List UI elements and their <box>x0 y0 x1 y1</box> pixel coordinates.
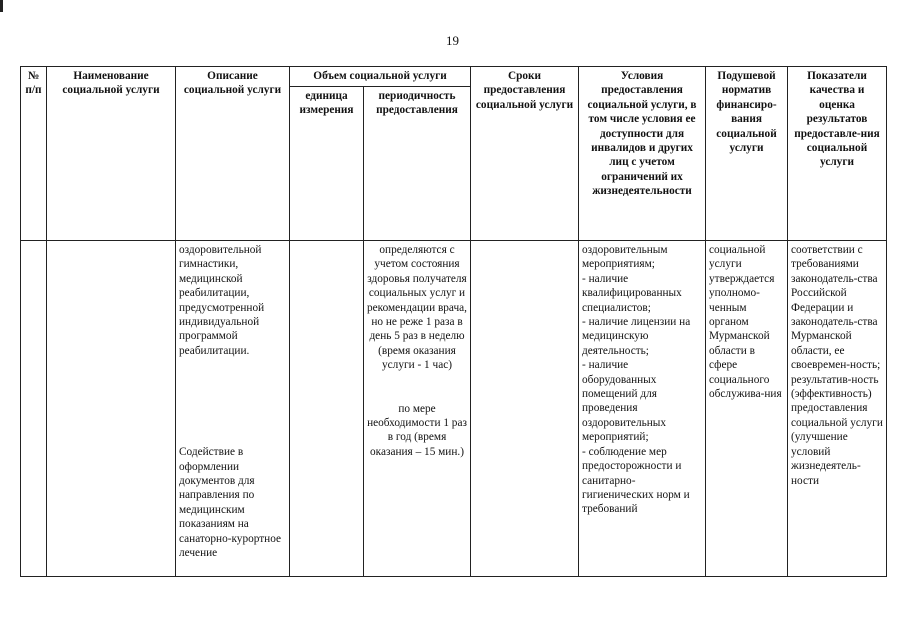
frequency-part-1: определяются с учетом состояния здоровья получателя социальных услуг и рекомендации врача, но не реже 1 раза в день 5 раз в неделю (время оказания услуги - 1 час) <box>367 244 468 372</box>
page-number: 19 <box>446 33 459 48</box>
cell-frequency <box>364 241 471 577</box>
header-num: № п/п <box>21 67 47 241</box>
header-unit: единица измерения <box>290 87 364 241</box>
header-conditions: Условия предоставления социальной услуги, в том числе условия ее доступности для инвалидов и других лиц с учетом ограничений их жизнедеятельности <box>579 67 706 241</box>
header-terms: Сроки предоставления социальной услуги <box>471 67 579 241</box>
header-description: Описание социальной услуги <box>176 67 290 241</box>
cell-unit <box>290 241 364 577</box>
header-name: Наименование социальной услуги <box>47 67 176 241</box>
description-part-2: Содействие в оформлении документов для направления по медицинским показаниям на санаторно-курортное лечение <box>179 446 282 560</box>
cell-description <box>176 241 290 577</box>
table-row <box>21 241 887 577</box>
social-services-table <box>20 66 887 577</box>
header-per-capita: Подушевой норматив финансиро-вания социальной услуги <box>706 67 788 241</box>
cell-name <box>47 241 176 577</box>
cell-num <box>21 241 47 577</box>
cell-terms <box>471 241 579 577</box>
cell-indicators: соответствии с требованиями законодатель-ства Российской Федерации и законодатель-ства Мурманской области, ее своевремен-ность; результатив-ность (эффективность) предоставления социальной услуги (улучшение условий жизнедеятель-ности <box>788 241 887 577</box>
frequency-part-2: по мере необходимости 1 раз в год (время оказания – 15 мин.) <box>367 402 467 458</box>
header-frequency: периодичность предоставления <box>364 87 471 241</box>
cell-per-capita: социальной услуги утверждается уполномо-ченным органом Мурманской области в сфере социального обслужива-ния <box>706 241 788 577</box>
page-edge-mark <box>0 0 3 12</box>
header-indicators: Показатели качества и оценка результатов предоставле-ния социальной услуги <box>788 67 887 241</box>
description-part-1: оздоровительной гимнастики, медицинской реабилитации, предусмотренной индивидуальной программой реабилитации. <box>179 244 265 357</box>
header-volume: Объем социальной услуги <box>290 67 471 87</box>
cell-conditions: оздоровительным мероприятиям; - наличие квалифицированных специалистов; - наличие лицензии на медицинскую деятельность; - наличие оборудованных помещений для проведения оздоровительных мероприятий; - соблюдение мер предосторожности и санитарно-гигиенических норм и требований <box>579 241 706 577</box>
